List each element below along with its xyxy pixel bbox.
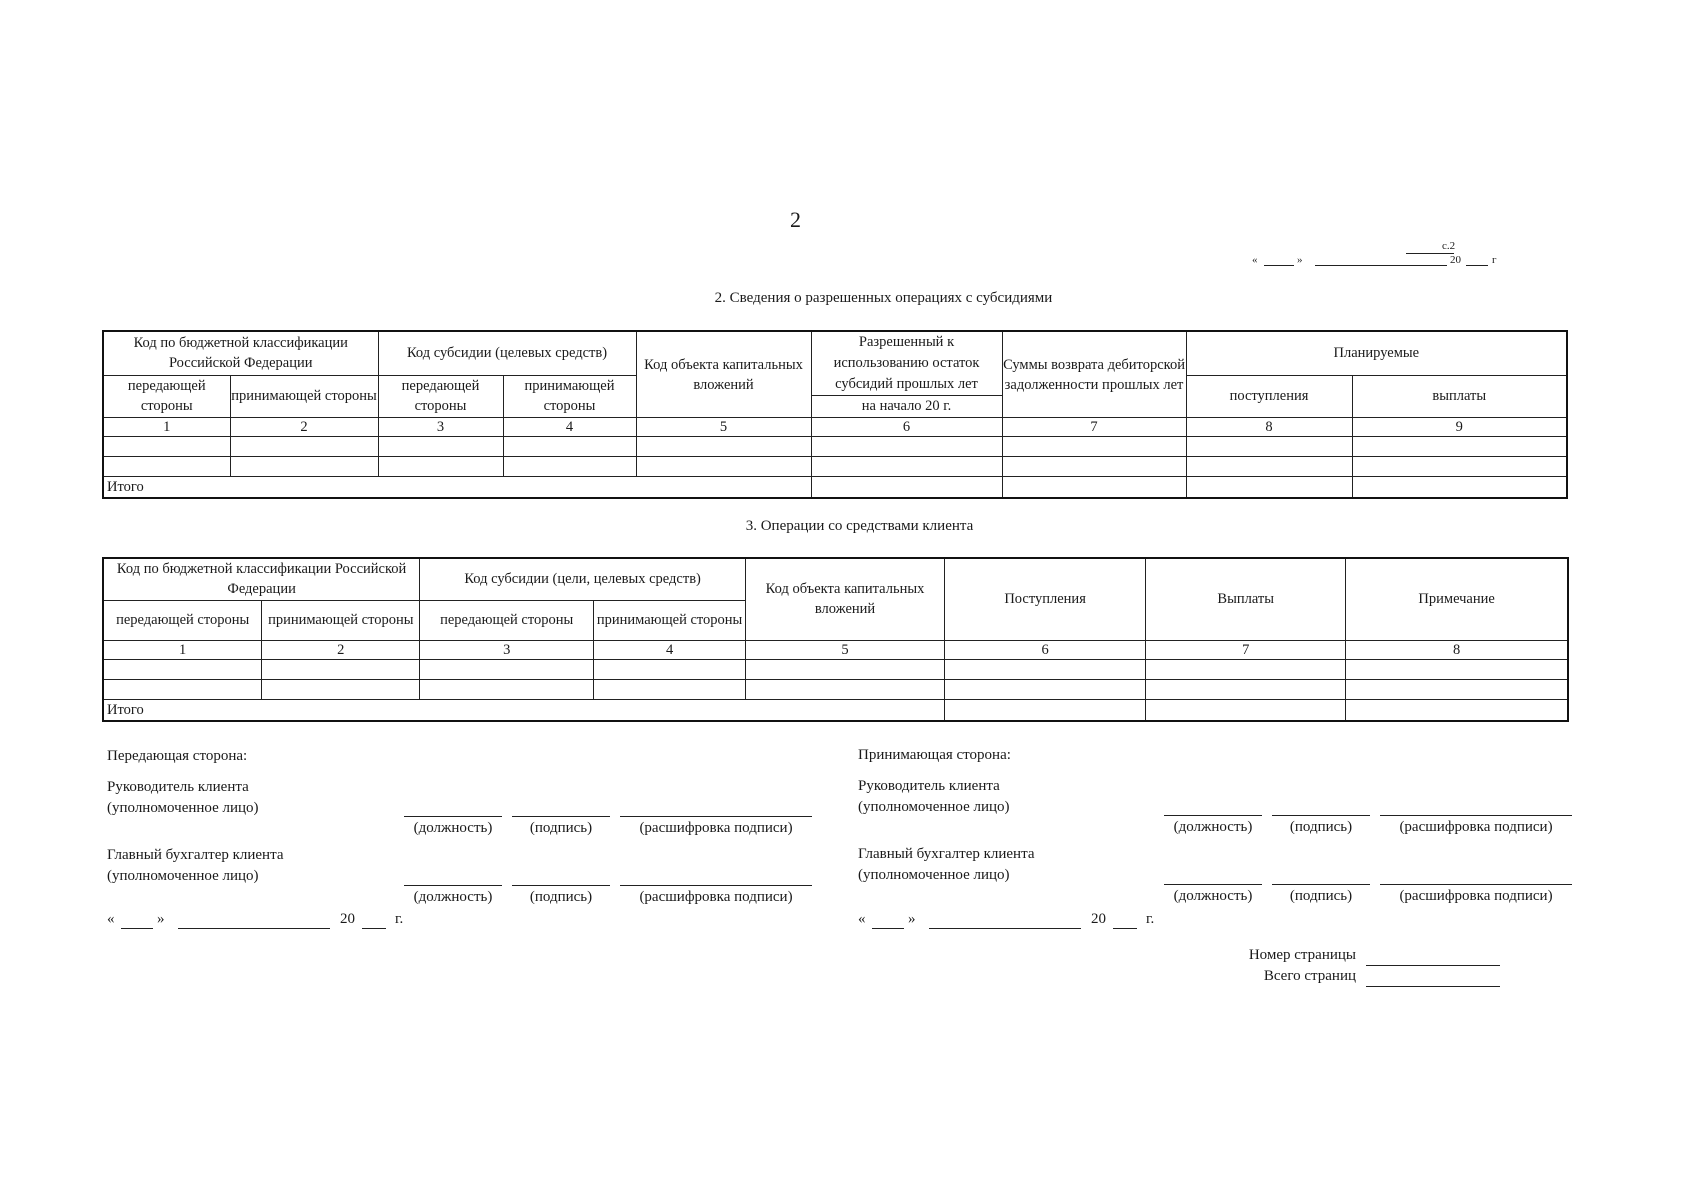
quote-close: » bbox=[908, 911, 916, 927]
head-signature-line[interactable] bbox=[1272, 815, 1370, 816]
year-prefix: 20 bbox=[1450, 254, 1461, 266]
table-cell[interactable] bbox=[594, 679, 746, 699]
table-cell[interactable] bbox=[103, 437, 230, 457]
accountant-signature-line[interactable] bbox=[512, 885, 610, 886]
header-object-code: Код объекта капитальных вложений bbox=[636, 331, 811, 418]
table-cell[interactable] bbox=[103, 679, 262, 699]
caption-position: (должность) bbox=[1173, 888, 1253, 904]
header-subsidy-code: Код субсидии (цели, целевых средств) bbox=[420, 558, 746, 600]
caption-signature: (подпись) bbox=[529, 889, 593, 905]
caption-position: (должность) bbox=[413, 889, 493, 905]
col-number: 3 bbox=[420, 640, 594, 659]
table-cell[interactable] bbox=[378, 437, 503, 457]
caption-decoding: (расшифровка подписи) bbox=[639, 820, 793, 836]
table-cell[interactable] bbox=[594, 659, 746, 679]
accountant-position-line[interactable] bbox=[404, 885, 502, 886]
year-blank[interactable] bbox=[1113, 928, 1137, 929]
col-number: 3 bbox=[378, 418, 503, 437]
caption-signature: (подпись) bbox=[1289, 888, 1353, 904]
table-cell[interactable] bbox=[503, 457, 636, 477]
header-subsidy-receiving: принимающей стороны bbox=[594, 600, 746, 640]
header-allowed-balance-date: на начало 20 г. bbox=[861, 398, 952, 414]
head-decoding-line[interactable] bbox=[620, 816, 812, 817]
table-cell[interactable] bbox=[1146, 679, 1346, 699]
total-cell[interactable] bbox=[811, 477, 1002, 499]
head-label: Руководитель клиента bbox=[858, 778, 1000, 794]
quote-open: « bbox=[1252, 254, 1258, 266]
page-number: 2 bbox=[790, 207, 801, 232]
year-suffix: г bbox=[1492, 254, 1497, 266]
table-cell[interactable] bbox=[636, 437, 811, 457]
table-cell[interactable] bbox=[1186, 437, 1352, 457]
head-position-line[interactable] bbox=[404, 816, 502, 817]
quote-close: » bbox=[157, 911, 165, 927]
total-row bbox=[103, 477, 1567, 499]
table-row bbox=[103, 437, 1567, 457]
accountant-label-sub: (уполномоченное лицо) bbox=[858, 867, 1010, 883]
table-cell[interactable] bbox=[503, 437, 636, 457]
quote-close: » bbox=[1297, 254, 1303, 266]
header-date-block bbox=[1240, 235, 1520, 275]
accountant-decoding-line[interactable] bbox=[620, 885, 812, 886]
table-cell[interactable] bbox=[230, 437, 378, 457]
col-number: 9 bbox=[1352, 418, 1567, 437]
total-cell[interactable] bbox=[1346, 699, 1568, 721]
table-cell[interactable] bbox=[378, 457, 503, 477]
accountant-label-sub: (уполномоченное лицо) bbox=[107, 868, 259, 884]
year-prefix: 20 bbox=[340, 911, 355, 927]
table-cell[interactable] bbox=[1346, 659, 1568, 679]
total-label: Итого bbox=[103, 699, 945, 721]
col-number: 4 bbox=[503, 418, 636, 437]
head-decoding-line[interactable] bbox=[1380, 815, 1572, 816]
month-blank[interactable] bbox=[178, 928, 330, 929]
section2-table bbox=[102, 330, 1568, 499]
head-position-line[interactable] bbox=[1164, 815, 1262, 816]
day-blank[interactable] bbox=[121, 928, 153, 929]
total-row bbox=[103, 699, 1568, 721]
head-label-sub: (уполномоченное лицо) bbox=[858, 799, 1010, 815]
accountant-signature-line[interactable] bbox=[1272, 884, 1370, 885]
table-cell[interactable] bbox=[945, 659, 1146, 679]
header-kbk-receiving: принимающей стороны bbox=[230, 375, 378, 417]
head-label-sub: (уполномоченное лицо) bbox=[107, 800, 259, 816]
caption-decoding: (расшифровка подписи) bbox=[639, 889, 793, 905]
total-pages-label: Всего страниц bbox=[1263, 968, 1356, 984]
header-note: Примечание bbox=[1346, 558, 1568, 640]
header-allowed-balance-text: Разрешенный к использованию остаток субсидий прошлых лет bbox=[812, 332, 1002, 396]
table-cell[interactable] bbox=[745, 679, 944, 699]
table-cell[interactable] bbox=[1002, 457, 1186, 477]
accountant-label: Главный бухгалтер клиента bbox=[107, 847, 284, 863]
col-number: 5 bbox=[636, 418, 811, 437]
table-cell[interactable] bbox=[230, 457, 378, 477]
header-returns: Суммы возврата дебиторской задолженности прошлых лет bbox=[1002, 331, 1186, 418]
total-cell[interactable] bbox=[1186, 477, 1352, 499]
table-cell[interactable] bbox=[811, 457, 1002, 477]
total-cell[interactable] bbox=[1146, 699, 1346, 721]
table-row bbox=[103, 679, 1568, 699]
month-blank[interactable] bbox=[1315, 265, 1447, 266]
year-blank[interactable] bbox=[1466, 265, 1488, 266]
day-blank[interactable] bbox=[1264, 265, 1294, 266]
page-code-line bbox=[1406, 253, 1454, 254]
table-row bbox=[103, 457, 1567, 477]
section3-title: 3. Операции со средствами клиента bbox=[745, 518, 974, 534]
total-pages-field[interactable] bbox=[1366, 986, 1500, 987]
accountant-label: Главный бухгалтер клиента bbox=[858, 846, 1035, 862]
col-number: 2 bbox=[230, 418, 378, 437]
col-number: 8 bbox=[1186, 418, 1352, 437]
month-blank[interactable] bbox=[929, 928, 1081, 929]
header-subsidy-sending: передающей стороны bbox=[378, 375, 503, 417]
year-suffix: г. bbox=[1146, 911, 1155, 927]
header-subsidy-sending: передающей стороны bbox=[420, 600, 594, 640]
table-row bbox=[103, 659, 1568, 679]
table-cell[interactable] bbox=[1346, 679, 1568, 699]
section2-title: 2. Сведения о разрешенных операциях с субсидиями bbox=[714, 290, 1053, 306]
table-cell[interactable] bbox=[420, 659, 594, 679]
quote-open: « bbox=[858, 911, 866, 927]
col-number: 7 bbox=[1146, 640, 1346, 659]
page-number-field[interactable] bbox=[1366, 965, 1500, 966]
table-cell[interactable] bbox=[945, 679, 1146, 699]
total-cell[interactable] bbox=[945, 699, 1146, 721]
header-subsidy-receiving: принимающей стороны bbox=[503, 375, 636, 417]
caption-decoding: (расшифровка подписи) bbox=[1399, 819, 1553, 835]
table-cell[interactable] bbox=[1352, 457, 1567, 477]
caption-signature: (подпись) bbox=[529, 820, 593, 836]
col-number: 7 bbox=[1002, 418, 1186, 437]
section3-table bbox=[102, 557, 1569, 722]
col-number: 6 bbox=[945, 640, 1146, 659]
header-subsidy-code: Код субсидии (целевых средств) bbox=[378, 331, 636, 375]
table-cell[interactable] bbox=[103, 659, 262, 679]
caption-position: (должность) bbox=[1173, 819, 1253, 835]
table-cell[interactable] bbox=[262, 659, 420, 679]
accountant-decoding-line[interactable] bbox=[1380, 884, 1572, 885]
table-cell[interactable] bbox=[745, 659, 944, 679]
header-object-code: Код объекта капитальных вложений bbox=[745, 558, 944, 640]
column-number-row bbox=[103, 418, 1567, 437]
caption-signature: (подпись) bbox=[1289, 819, 1353, 835]
header-planned: Планируемые bbox=[1186, 331, 1567, 375]
table-cell[interactable] bbox=[1002, 437, 1186, 457]
table-cell[interactable] bbox=[1186, 457, 1352, 477]
table-cell[interactable] bbox=[262, 679, 420, 699]
caption-position: (должность) bbox=[413, 820, 493, 836]
total-cell[interactable] bbox=[1002, 477, 1186, 499]
head-signature-line[interactable] bbox=[512, 816, 610, 817]
accountant-position-line[interactable] bbox=[1164, 884, 1262, 885]
header-kbk: Код по бюджетной классификации Российской Федерации bbox=[103, 558, 420, 600]
sending-side-label: Передающая сторона: bbox=[107, 748, 248, 764]
header-kbk: Код по бюджетной классификации Российской Федерации bbox=[103, 331, 378, 375]
quote-open: « bbox=[107, 911, 115, 927]
total-cell[interactable] bbox=[1352, 477, 1567, 499]
col-number: 1 bbox=[103, 640, 262, 659]
table-cell[interactable] bbox=[1352, 437, 1567, 457]
year-prefix: 20 bbox=[1091, 911, 1106, 927]
col-number: 1 bbox=[103, 418, 230, 437]
table-cell[interactable] bbox=[636, 457, 811, 477]
col-number: 2 bbox=[262, 640, 420, 659]
table-cell[interactable] bbox=[1146, 659, 1346, 679]
col-number: 6 bbox=[811, 418, 1002, 437]
total-label: Итого bbox=[103, 477, 811, 499]
table-cell[interactable] bbox=[420, 679, 594, 699]
header-income: Поступления bbox=[945, 558, 1146, 640]
day-blank[interactable] bbox=[872, 928, 904, 929]
caption-decoding: (расшифровка подписи) bbox=[1399, 888, 1553, 904]
table-cell[interactable] bbox=[811, 437, 1002, 457]
year-blank[interactable] bbox=[362, 928, 386, 929]
header-planned-payments: выплаты bbox=[1352, 375, 1567, 417]
page-code: с.2 bbox=[1442, 240, 1456, 252]
year-suffix: г. bbox=[395, 911, 404, 927]
header-payments: Выплаты bbox=[1146, 558, 1346, 640]
header-kbk-receiving: принимающей стороны bbox=[262, 600, 420, 640]
header-kbk-sending: передающей стороны bbox=[103, 600, 262, 640]
header-allowed-balance bbox=[811, 331, 1002, 418]
receiving-side-label: Принимающая сторона: bbox=[858, 747, 1011, 763]
page-number-label: Номер страницы bbox=[1248, 947, 1356, 963]
column-number-row bbox=[103, 640, 1568, 659]
col-number: 8 bbox=[1346, 640, 1568, 659]
col-number: 4 bbox=[594, 640, 746, 659]
header-kbk-sending: передающей стороны bbox=[103, 375, 230, 417]
head-label: Руководитель клиента bbox=[107, 779, 249, 795]
col-number: 5 bbox=[745, 640, 944, 659]
header-planned-income: поступления bbox=[1186, 375, 1352, 417]
table-cell[interactable] bbox=[103, 457, 230, 477]
